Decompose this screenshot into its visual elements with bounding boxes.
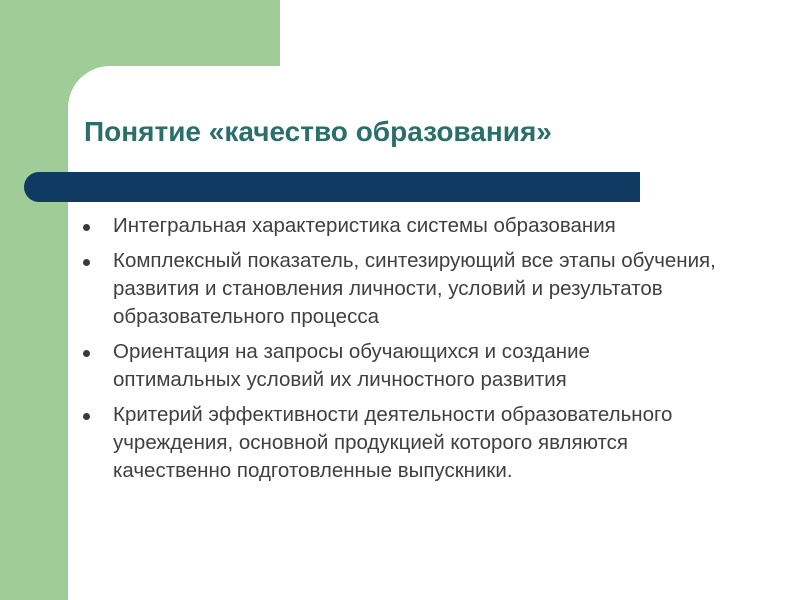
bullet-list	[80, 212, 720, 492]
bullet-dot-icon	[83, 224, 90, 231]
bullet-item	[80, 338, 720, 394]
bullet-text: Ориентация на запросы обучающихся и создание оптимальных условий их личностного развития	[113, 340, 590, 391]
bullet-item	[80, 401, 720, 485]
bullet-dot-icon	[83, 413, 90, 420]
bullet-text: Комплексный показатель, синтезирующий все этапы обучения, развития и становления личности, условий и результатов образовательного процесса	[113, 249, 716, 328]
bullet-dot-icon	[83, 350, 90, 357]
bullet-item	[80, 212, 720, 240]
bullet-text: Интегральная характеристика системы образования	[113, 214, 616, 237]
slide-title: Понятие «качество образования»	[84, 116, 552, 147]
bullet-item	[80, 247, 720, 331]
bullet-dot-icon	[83, 259, 90, 266]
title-underline-bar	[24, 172, 640, 202]
bullet-text: Критерий эффективности деятельности образовательного учреждения, основной продукцией которого являются качественно подготовленные выпускники.	[113, 403, 673, 482]
